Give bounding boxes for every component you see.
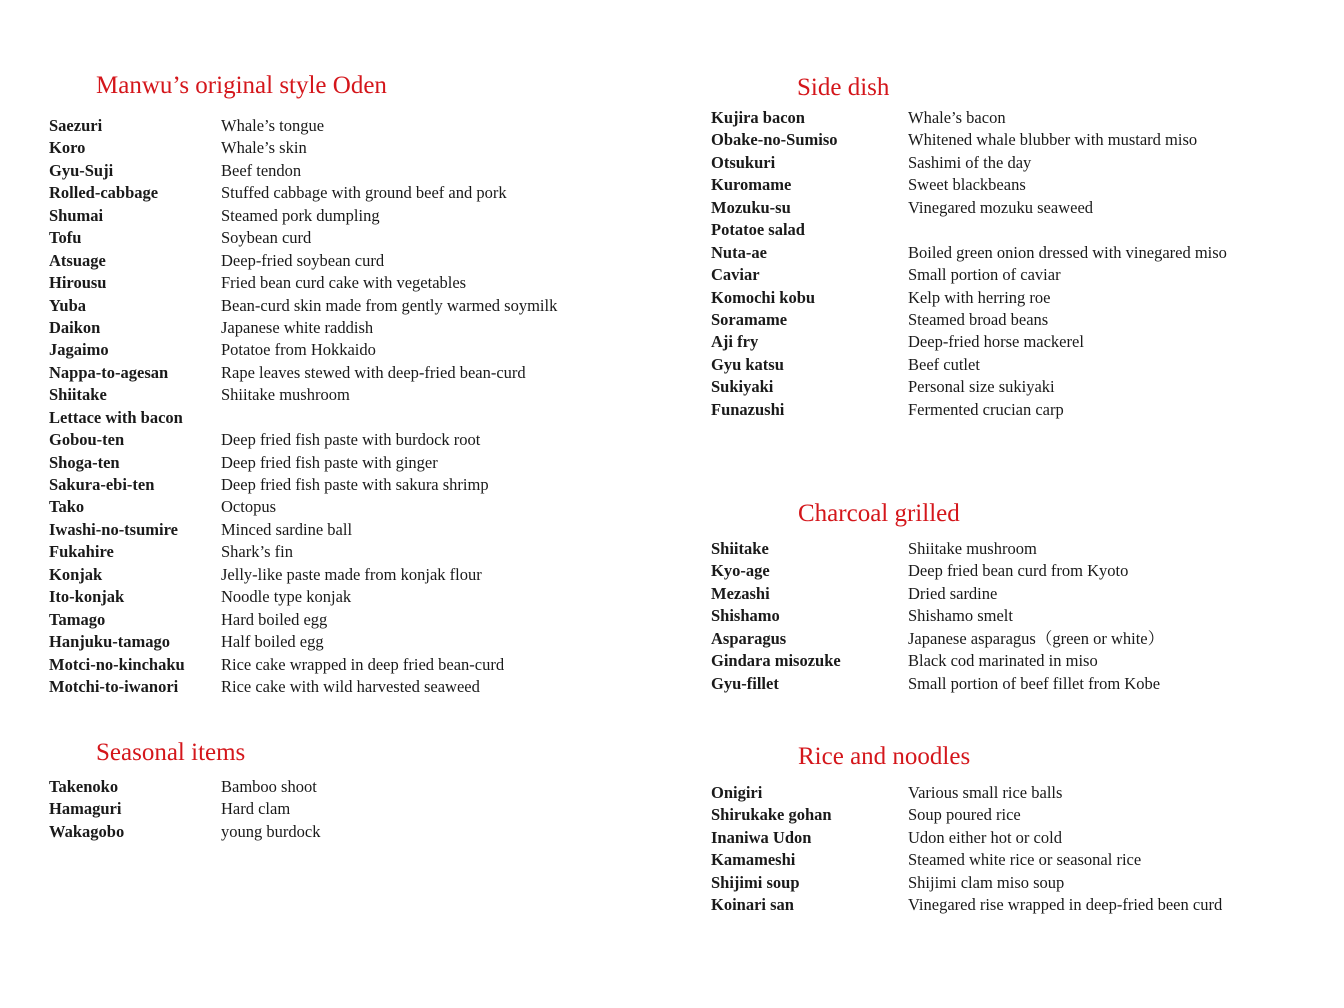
menu-item-description: Rape leaves stewed with deep-fried bean-curd [221, 362, 526, 382]
menu-item-name: Fukahire [49, 542, 114, 562]
section-title-side-dish: Side dish [797, 74, 890, 101]
menu-item-name: Shiitake [49, 385, 107, 405]
menu-item-description: Beef tendon [221, 160, 302, 180]
menu-item-name: Nappa-to-agesan [49, 362, 169, 382]
menu-item-name: Gyu-fillet [711, 673, 779, 693]
menu-item-description: Japanese white raddish [221, 317, 374, 337]
menu-item-description: Potatoe from Hokkaido [221, 340, 376, 360]
menu-item-description: Hard clam [221, 799, 291, 819]
menu-item-name: Gyu-Suji [49, 160, 114, 180]
menu-item-name: Saezuri [49, 116, 103, 135]
menu-item-name: Kuromame [711, 175, 792, 195]
menu-item-description: Shijimi clam miso soup [908, 872, 1065, 892]
menu-item-description: Rice cake with wild harvested seaweed [221, 676, 480, 696]
menu-item-description: Deep fried fish paste with burdock root [221, 430, 481, 450]
menu-item-name: Aji fry [711, 332, 759, 352]
menu-item-name: Tamago [49, 609, 106, 629]
menu-item-description: Deep fried bean curd from Kyoto [908, 561, 1129, 581]
menu-item-description: Shark’s fin [221, 542, 293, 562]
menu-item-name: Tako [49, 497, 85, 517]
menu-item-description: Beef cutlet [908, 354, 980, 374]
menu-item-description: Rice cake wrapped in deep fried bean-curd [221, 654, 505, 674]
menu-item-description: young burdock [221, 821, 321, 841]
menu-item-name: Koinari san [711, 895, 794, 915]
menu-item-name: Kamameshi [711, 850, 796, 870]
menu-item-name: Wakagobo [49, 821, 125, 841]
menu-item-name: Gindara misozuke [711, 651, 841, 671]
menu-item-name: Hirousu [49, 273, 107, 293]
menu-item-name: Gobou-ten [49, 430, 125, 450]
menu-item-name: Caviar [711, 265, 760, 285]
menu-item-name: Tofu [49, 228, 82, 248]
menu-item-description: Soybean curd [221, 228, 312, 248]
menu-item-description: Small portion of caviar [908, 265, 1061, 285]
section-title-rice-noodles: Rice and noodles [798, 743, 971, 770]
menu-item-name: Inaniwa Udon [711, 827, 812, 847]
menu-item-description: Jelly-like paste made from konjak flour [221, 564, 482, 584]
menu-item-description: Fried bean curd cake with vegetables [221, 273, 467, 293]
menu-item-name: Motchi-to-iwanori [49, 676, 179, 696]
menu-item-name: Sukiyaki [711, 377, 774, 397]
menu-item-name: Otsukuri [711, 152, 776, 172]
menu-item-description: Deep fried fish paste with sakura shrimp [221, 475, 489, 494]
menu-item-description: Shishamo smelt [908, 606, 1013, 626]
menu-item-name: Lettace with bacon [49, 407, 183, 427]
menu-item-description: Sweet blackbeans [908, 175, 1026, 195]
menu-item-description: Fermented crucian carp [908, 399, 1064, 419]
menu-item-description: Sashimi of the day [908, 152, 1032, 172]
menu-item-description: Steamed white rice or seasonal rice [908, 850, 1142, 870]
menu-item-description: Kelp with herring roe [908, 287, 1051, 307]
menu-item-name: Shirukake gohan [711, 805, 832, 825]
menu-item-description: Personal size sukiyaki [908, 377, 1055, 397]
menu-item-description: Bamboo shoot [221, 777, 317, 796]
menu-item-description: Stuffed cabbage with ground beef and pork [221, 183, 507, 203]
menu-item-description: Boiled green onion dressed with vinegared miso [908, 242, 1227, 262]
menu-item-name: Jagaimo [49, 340, 109, 360]
menu-item-name: Takenoko [49, 777, 119, 796]
menu-item-name: Soramame [711, 309, 788, 329]
menu-item-name: Atsuage [49, 250, 106, 270]
menu-item-name: Shijimi soup [711, 872, 800, 892]
menu-item-name: Mozuku-su [711, 197, 791, 217]
menu-item-name: Kyo-age [711, 561, 770, 581]
menu-item-description: Shiitake mushroom [908, 539, 1037, 558]
menu-item-description: Deep fried fish paste with ginger [221, 452, 438, 472]
menu-item-description: Dried sardine [908, 583, 998, 603]
menu-item-description: Whale’s skin [221, 138, 307, 158]
menu-item-name: Shishamo [711, 606, 780, 626]
menu-item-name: Motci-no-kinchaku [49, 654, 185, 674]
menu-item-description: Bean-curd skin made from gently warmed soymilk [221, 295, 558, 315]
menu-item-description: Deep-fried horse mackerel [908, 332, 1084, 352]
menu-item-name: Asparagus [711, 628, 787, 648]
menu-item-description: Shiitake mushroom [221, 385, 350, 405]
menu-item-name: Shumai [49, 205, 104, 225]
menu-item-description: Various small rice balls [908, 783, 1063, 802]
menu-item-name: Kujira bacon [711, 108, 805, 127]
menu-item-name: Shoga-ten [49, 452, 120, 472]
section-title-oden: Manwu’s original style Oden [96, 72, 387, 99]
menu-item-name: Rolled-cabbage [49, 183, 159, 203]
menu-item-description: Soup poured rice [908, 805, 1021, 825]
menu-item-description: Vinegared rise wrapped in deep-fried been curd [908, 895, 1223, 915]
menu-item-description: Deep-fried soybean curd [221, 250, 385, 270]
menu-item-name: Konjak [49, 564, 103, 584]
menu-item-name: Ito-konjak [49, 587, 125, 607]
menu-item-name: Mezashi [711, 583, 770, 603]
menu-item-name: Funazushi [711, 399, 785, 419]
menu-item-name: Obake-no-Sumiso [711, 130, 838, 150]
menu-item-name: Potatoe salad [711, 220, 805, 240]
menu-item-name: Nuta-ae [711, 242, 767, 262]
menu-item-name: Onigiri [711, 783, 763, 802]
menu-item-name: Shiitake [711, 539, 769, 558]
menu-item-description: Hard boiled egg [221, 609, 328, 629]
menu-item-name: Gyu katsu [711, 354, 784, 374]
menu-item-description: Whitened whale blubber with mustard miso [908, 130, 1198, 150]
menu-item-description: Half boiled egg [221, 632, 324, 652]
menu-item-description: Udon either hot or cold [908, 827, 1062, 847]
menu-item-description: Black cod marinated in miso [908, 651, 1098, 671]
section-title-charcoal-grilled: Charcoal grilled [798, 500, 960, 527]
menu-item-name: Hamaguri [49, 799, 122, 819]
menu-item-name: Komochi kobu [711, 287, 816, 307]
section-title-seasonal: Seasonal items [96, 739, 246, 766]
menu-item-description: Steamed pork dumpling [221, 205, 380, 225]
menu-item-description: Vinegared mozuku seaweed [908, 197, 1094, 217]
menu-item-description: Steamed broad beans [908, 309, 1049, 329]
menu-item-description: Japanese asparagus（green or white） [908, 628, 1165, 648]
menu-item-name: Hanjuku-tamago [49, 632, 171, 652]
menu-item-name: Sakura-ebi-ten [49, 475, 155, 494]
menu-item-description: Small portion of beef fillet from Kobe [908, 673, 1161, 693]
menu-item-description: Whale’s tongue [221, 116, 325, 135]
menu-item-description: Noodle type konjak [221, 587, 352, 607]
menu-item-name: Daikon [49, 317, 101, 337]
menu-item-name: Iwashi-no-tsumire [49, 519, 178, 539]
menu-item-name: Koro [49, 138, 86, 158]
menu-item-description: Minced sardine ball [221, 519, 353, 539]
menu-item-description: Octopus [221, 497, 276, 517]
menu-item-name: Yuba [49, 295, 87, 315]
menu-item-description: Whale’s bacon [908, 108, 1006, 127]
